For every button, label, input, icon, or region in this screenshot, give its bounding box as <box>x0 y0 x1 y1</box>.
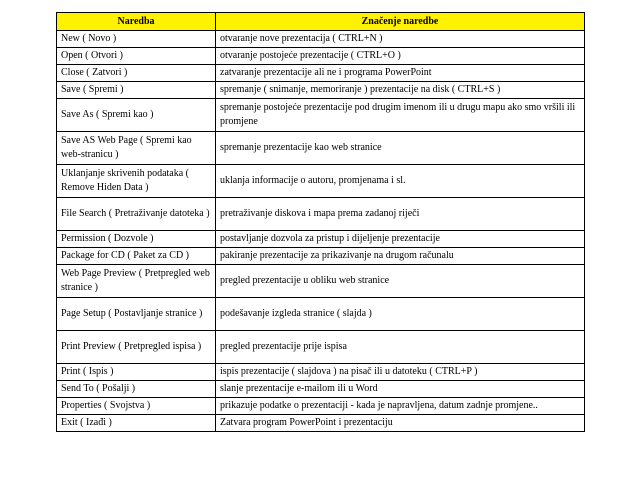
description-cell: podešavanje izgleda stranice ( slajda ) <box>216 298 585 331</box>
command-cell: Properties ( Svojstva ) <box>57 398 216 415</box>
table-row <box>57 248 585 265</box>
description-cell: prikazuje podatke o prezentaciji - kada je napravljena, datum zadnje promjene.. <box>216 398 585 415</box>
table-row <box>57 82 585 99</box>
command-cell: New ( Novo ) <box>57 31 216 48</box>
table-header-row <box>57 13 585 31</box>
table-row <box>57 331 585 364</box>
description-cell: slanje prezentacije e-mailom ili u Word <box>216 381 585 398</box>
description-cell: pretraživanje diskova i mapa prema zadanoj riječi <box>216 198 585 231</box>
command-cell: Close ( Zatvori ) <box>57 65 216 82</box>
table-row <box>57 165 585 198</box>
table-row <box>57 99 585 132</box>
table-row <box>57 48 585 65</box>
command-cell: Page Setup ( Postavljanje stranice ) <box>57 298 216 331</box>
description-cell: otvaranje nove prezentacija ( CTRL+N ) <box>216 31 585 48</box>
command-cell: Open ( Otvori ) <box>57 48 216 65</box>
commands-table <box>56 12 585 432</box>
command-cell: Save AS Web Page ( Spremi kao web-stranicu ) <box>57 132 216 165</box>
command-cell: File Search ( Pretraživanje datoteka ) <box>57 198 216 231</box>
table-row <box>57 265 585 298</box>
command-cell: Exit ( Izađi ) <box>57 415 216 432</box>
command-cell: Permission ( Dozvole ) <box>57 231 216 248</box>
description-cell: pregled prezentacije u obliku web stranice <box>216 265 585 298</box>
command-cell: Package for CD ( Paket za CD ) <box>57 248 216 265</box>
description-cell: spremanje postojeće prezentacije pod drugim imenom ili u drugu mapu ako smo vršili ili promjene <box>216 99 585 132</box>
table-row <box>57 198 585 231</box>
table-row <box>57 415 585 432</box>
table-row <box>57 364 585 381</box>
description-cell: spremanje ( snimanje, memoriranje ) prezentacije na disk ( CTRL+S ) <box>216 82 585 99</box>
description-cell: ispis prezentacije ( slajdova ) na pisač ili u datoteku ( CTRL+P ) <box>216 364 585 381</box>
description-cell: otvaranje postojeće prezentacije ( CTRL+O ) <box>216 48 585 65</box>
description-cell: zatvaranje prezentacije ali ne i programa PowerPoint <box>216 65 585 82</box>
table-row <box>57 381 585 398</box>
description-cell: pakiranje prezentacije za prikazivanje na drugom računalu <box>216 248 585 265</box>
command-cell: Uklanjanje skrivenih podataka ( Remove Hiden Data ) <box>57 165 216 198</box>
table-row <box>57 132 585 165</box>
header-meaning: Značenje naredbe <box>216 13 585 31</box>
description-cell: spremanje prezentacije kao web stranice <box>216 132 585 165</box>
description-cell: postavljanje dozvola za pristup i dijeljenje prezentacije <box>216 231 585 248</box>
header-command: Naredba <box>57 13 216 31</box>
table-row <box>57 298 585 331</box>
command-cell: Print Preview ( Pretpregled ispisa ) <box>57 331 216 364</box>
table-row <box>57 31 585 48</box>
description-cell: uklanja informacije o autoru, promjenama i sl. <box>216 165 585 198</box>
command-cell: Print ( Ispis ) <box>57 364 216 381</box>
command-cell: Send To ( Pošalji ) <box>57 381 216 398</box>
description-cell: pregled prezentacije prije ispisa <box>216 331 585 364</box>
command-cell: Save As ( Spremi kao ) <box>57 99 216 132</box>
description-cell: Zatvara program PowerPoint i prezentaciju <box>216 415 585 432</box>
table-row <box>57 65 585 82</box>
table-row <box>57 231 585 248</box>
command-cell: Web Page Preview ( Pretpregled web stranice ) <box>57 265 216 298</box>
table-row <box>57 398 585 415</box>
command-cell: Save ( Spremi ) <box>57 82 216 99</box>
